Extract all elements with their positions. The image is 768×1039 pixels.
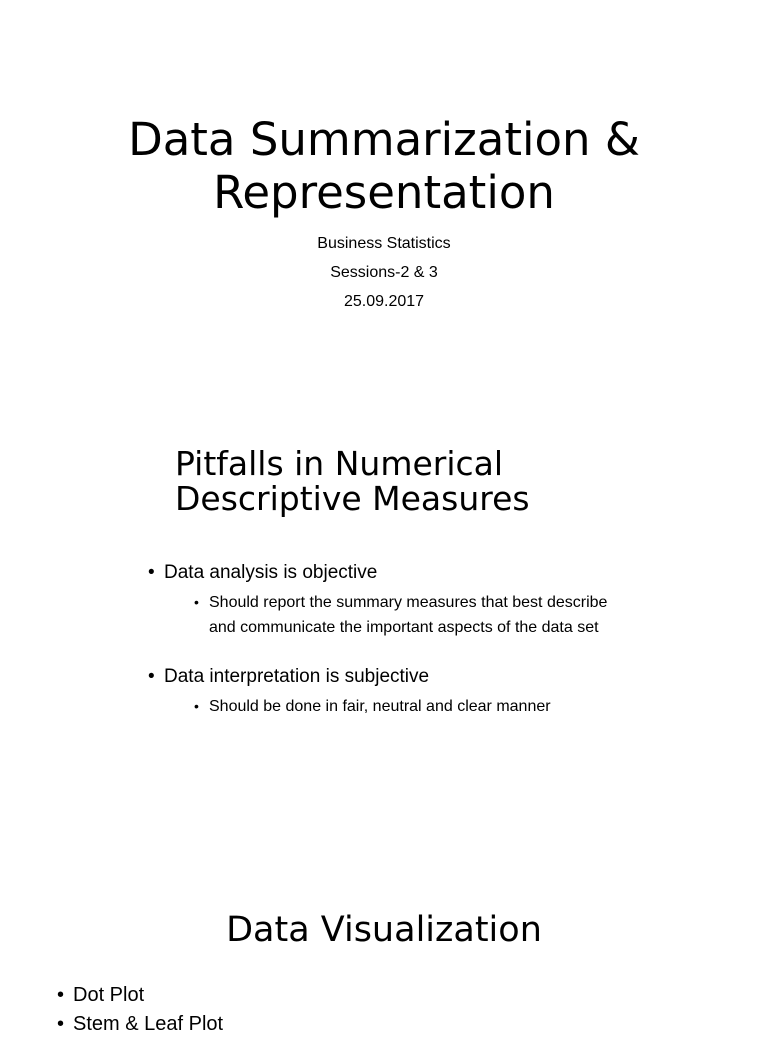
bullet-dot-icon: • [148, 562, 155, 583]
bullet-text: Dot Plot [73, 984, 145, 1006]
bullet-item [148, 664, 688, 719]
sub-bullet-item [164, 694, 688, 719]
bullet-dot-icon: • [57, 1013, 65, 1035]
heading-line-2: Descriptive Measures [175, 479, 530, 518]
title-line-1: Data Summarization & [128, 113, 640, 166]
bullet-list [57, 981, 223, 1039]
sub-bullet-line-2: and communicate the important aspects of the data set [209, 619, 599, 636]
bullet-text: Stem & Leaf Plot [73, 1013, 224, 1035]
bullet-item [57, 981, 223, 1010]
bullet-dot-icon: • [148, 666, 155, 687]
sub-bullet-list [164, 590, 688, 640]
heading-line-1: Pitfalls in Numerical [175, 444, 504, 483]
slide-visualization [0, 880, 768, 1035]
slide-heading [175, 446, 735, 516]
sub-bullet-list [164, 694, 688, 719]
sub-bullet-item [164, 590, 688, 640]
bullet-text: Data analysis is objective [164, 562, 378, 583]
sub-bullet-dot-icon: • [194, 594, 199, 610]
presentation-date: 25.09.2017 [343, 293, 425, 310]
bullet-item [57, 1010, 223, 1039]
bullet-dot-icon: • [57, 984, 65, 1006]
title-line-2: Representation [213, 166, 555, 219]
slide-heading: Data Visualization [226, 910, 542, 950]
bullet-item [148, 560, 688, 640]
subtitle-block [0, 229, 768, 316]
sub-bullet-line-1: Should report the summary measures that best describe [209, 594, 608, 611]
bullet-text: Data interpretation is subjective [164, 666, 430, 687]
course-name: Business Statistics [317, 235, 451, 252]
sub-bullet-dot-icon: • [194, 698, 199, 714]
bullet-spacer [148, 640, 688, 664]
presentation-title [0, 113, 768, 219]
slide-title [0, 0, 768, 340]
bullet-list [148, 560, 688, 719]
sub-bullet-line-1: Should be done in fair, neutral and clear manner [209, 698, 551, 715]
session-label: Sessions-2 & 3 [330, 264, 438, 281]
slide-pitfalls [0, 420, 768, 780]
